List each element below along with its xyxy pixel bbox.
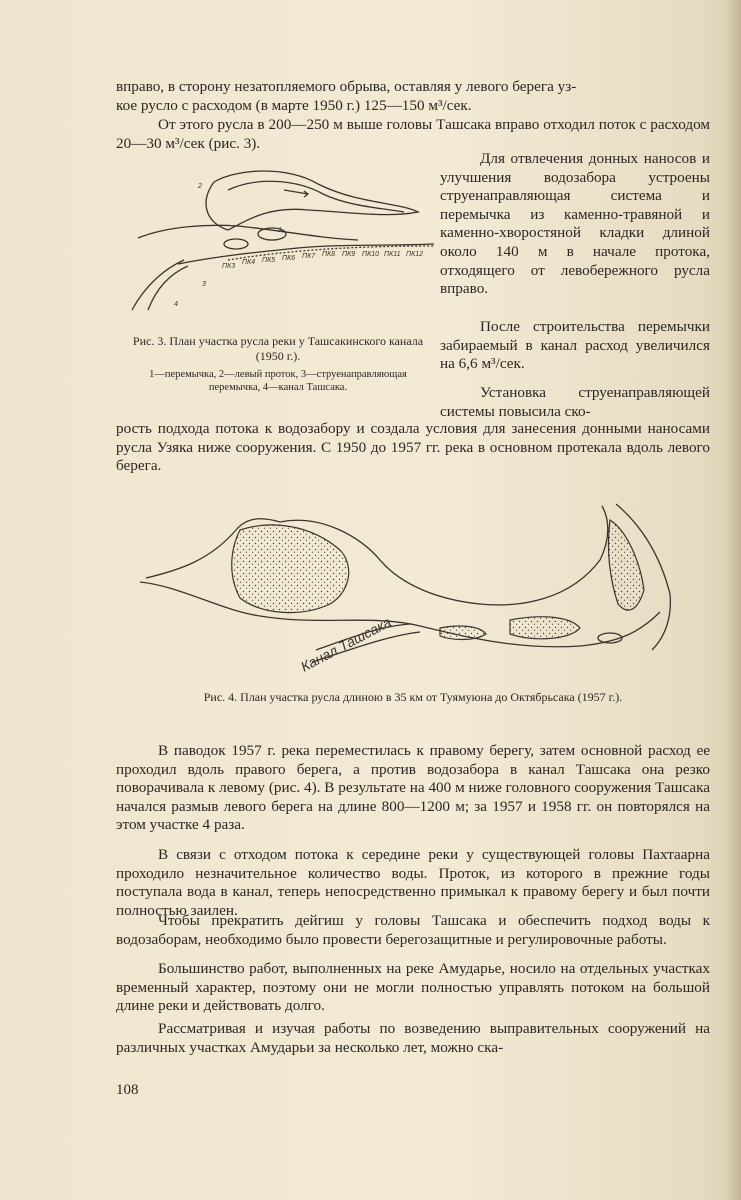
fig3-picket: ПК5	[262, 257, 276, 264]
fig3-label-4: 4	[174, 301, 178, 308]
paragraph-5-start: Установка струенаправляющей системы повысила ско-	[440, 384, 710, 420]
fig3-picket: ПК8	[322, 251, 336, 258]
paragraph-4: После строительства перемычки забираемый в канал расход увеличился на 6,6 м³/сек.	[440, 318, 710, 373]
fig3-arrow	[284, 190, 308, 197]
fig3-channel-upper	[206, 171, 418, 230]
fig3-label-2: 2	[198, 183, 202, 190]
paragraph-7: В связи с отходом потока к середине реки у существующей головы Пахтаарна проходило незначительное количество воды. Проток, из которого в прежние годы поступала вода в канал, теперь непосредственно примыкал к правому берегу и был почти полностью заилен.	[116, 846, 710, 919]
fig3-picket: ПК4	[242, 259, 256, 266]
figure-3-legend: 1—перемычка, 2—левый проток, 3—струенаправляющая перемычка, 4—канал Ташсака.	[149, 369, 407, 393]
figure-3-caption: Рис. 3. План участка русла реки у Ташсакинского канала (1950 г.).	[132, 334, 424, 363]
paragraph-1-line-1: вправо, в сторону незатопляемого обрыва, оставляя у левого берега уз-	[116, 78, 577, 95]
fig3-left-bank	[138, 225, 358, 240]
paragraph-8: Чтобы прекратить дейгиш у головы Ташсака и обеспечить подход воды к водозаборам, необходимо было провести берегозащитные и регулировочные работы.	[116, 912, 710, 948]
figure-3-river-plan	[118, 160, 438, 310]
paragraph-6: В паводок 1957 г. река переместилась к правому берегу, затем основной расход ее проходил вдоль правого берега, а против водозабора в канал Ташсака она резко поворачивала к левому (рис. 4). В результате на 400 м ниже головного сооружения Ташсака начался размыв левого берега на длине 800—1200 м; за 1957 и 1958 гг. он повторялся на этом участке 4 раза.	[116, 742, 710, 834]
page-number: 108	[116, 1082, 139, 1098]
fig3-picket: ПК9	[342, 251, 356, 258]
fig3-picket: ПК3	[222, 263, 236, 270]
paragraph-2: От этого русла в 200—250 м выше головы Ташсака вправо отходил поток с расходом 20—30 м³/сек (рис. 3).	[116, 116, 710, 152]
fig3-canal	[148, 266, 188, 310]
fig3-picket: ПК12	[406, 251, 423, 258]
figure-4-caption: Рис. 4. План участка русла длиною в 35 км от Туямуюна до Октябрьсака (1957 г.).	[203, 690, 623, 704]
paragraph-5-continuation: рость подхода потока к водозабору и создала условия для занесения донными наносами русла Узяка ниже сооружения. С 1950 до 1957 гг. река в основном протекала вдоль левого берега.	[116, 420, 710, 475]
paragraph-10: Рассматривая и изучая работы по возведению выправительных сооружений на различных участках Амударьи за несколько лет, можно ска-	[116, 1020, 710, 1056]
fig4-right-island	[608, 520, 644, 610]
paragraph-9: Большинство работ, выполненных на реке Амударье, носило на отдельных участках временный характер, поэтому они не могли полностью управлять потоком на большой длине реки и действовать долго.	[116, 960, 710, 1015]
fig3-label-1: 1	[278, 227, 282, 234]
fig4-right-bank	[140, 582, 660, 647]
fig3-picket: ПК6	[282, 255, 296, 262]
fig3-label-3: 3	[202, 281, 206, 288]
fig3-channel-inner	[228, 181, 404, 212]
paragraph-3: Для отвлечения донных наносов и улучшения водозабора устроены струенаправляющая система и перемычка из каменно-травяной и каменно-хворостяной кладки длиной около 140 м в начале протока, отходящего от левобережного русла вправо.	[440, 150, 710, 298]
fig3-picket: ПК11	[384, 251, 401, 258]
fig4-bar	[510, 617, 580, 639]
fig3-island	[224, 239, 248, 249]
fig3-picket: ПК7	[302, 253, 316, 260]
paragraph-1	[116, 78, 710, 115]
figure-4-river-plan	[140, 500, 680, 680]
fig3-picket: ПК10	[362, 251, 379, 258]
page-edge-shadow	[725, 0, 741, 1200]
paragraph-1-line-2: кое русло с расходом (в марте 1950 г.) 125—150 м³/сек.	[116, 96, 472, 114]
fig4-left-island	[232, 525, 349, 613]
fig4-canal-label: Канал Ташсака	[297, 613, 394, 675]
